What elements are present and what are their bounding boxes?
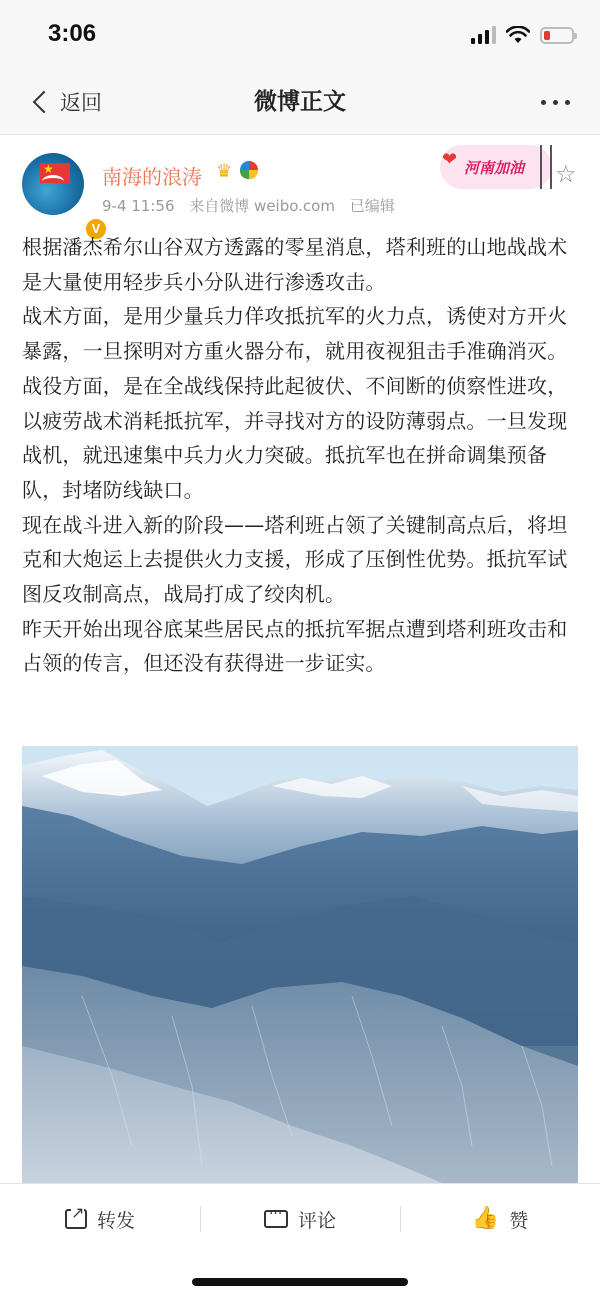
back-label: 返回 (60, 91, 102, 115)
repost-button[interactable] (0, 1184, 200, 1254)
more-button[interactable] (541, 100, 570, 105)
post-time: 9-4 11:56 (102, 197, 175, 215)
post-meta (102, 195, 405, 216)
tower-icon (540, 145, 552, 189)
post-image[interactable] (22, 746, 578, 1183)
post-paragraph: 战术方面，是用少量兵力佯攻抵抗军的火力点，诱使对方开火暴露，一旦探明对方重火器分布，就用夜视狙击手准确消灭。 (22, 304, 568, 364)
status-time: 3:06 (48, 20, 97, 47)
nav-bar (0, 70, 600, 135)
wifi-icon (506, 26, 530, 44)
signal-icon (471, 26, 496, 44)
star-icon[interactable]: ☆ (555, 160, 577, 188)
action-bar (0, 1183, 600, 1254)
home-indicator[interactable] (192, 1278, 408, 1286)
author-name[interactable]: 南海的浪涛 (102, 165, 202, 189)
balloon-icon (240, 161, 258, 179)
like-label: 赞 (509, 1209, 529, 1232)
post-content (22, 230, 582, 681)
avatar[interactable] (22, 153, 101, 236)
crown-icon: ♛ (216, 161, 233, 182)
battery-icon (540, 27, 574, 44)
edited-label: 已编辑 (349, 197, 395, 215)
author-header (0, 135, 600, 236)
henan-badge (440, 145, 552, 189)
status-bar (0, 0, 600, 70)
bird-icon (42, 175, 64, 188)
page-title: 微博正文 (254, 89, 346, 115)
repost-icon (65, 1209, 87, 1229)
post-source: 来自微博 weibo.com (189, 197, 335, 215)
comment-label: 评论 (297, 1209, 336, 1232)
post-paragraph: 昨天开始出现谷底某些居民点的抵抗军据点遭到塔利班攻击和占领的传言，但还没有获得进一步证实。 (22, 616, 568, 676)
comment-icon (264, 1210, 288, 1228)
verified-badge: V (84, 217, 108, 241)
comment-button[interactable] (200, 1184, 400, 1254)
post-paragraph: 战役方面，是在全战线保持此起彼伏、不间断的侦察性进攻，以疲劳战术消耗抵抗军，并寻找对方的设防薄弱点。一旦发现战机，就迅速集中兵力火力突破。抵抗军也在拼命调集预备队，封堵防线缺口。 (22, 373, 568, 502)
badge-text: 河南加油 (464, 159, 525, 177)
heart-icon: ❤ (442, 149, 458, 170)
more-icon (541, 100, 546, 105)
post-paragraph: 现在战斗进入新的阶段——塔利班占领了关键制高点后，将坦克和大炮运上去提供火力支援，形成了压倒性优势。抵抗军试图反攻制高点，战局打成了绞肉机。 (22, 512, 568, 607)
repost-label: 转发 (96, 1209, 135, 1232)
like-button[interactable] (400, 1184, 600, 1254)
mountain-image (22, 746, 578, 1183)
like-icon: 👍 (471, 1206, 500, 1231)
post-paragraph: 根据潘杰希尔山谷双方透露的零星消息，塔利班的山地战战术是大量使用轻步兵小分队进行渗透攻击。 (22, 235, 568, 294)
status-icons (471, 24, 574, 46)
